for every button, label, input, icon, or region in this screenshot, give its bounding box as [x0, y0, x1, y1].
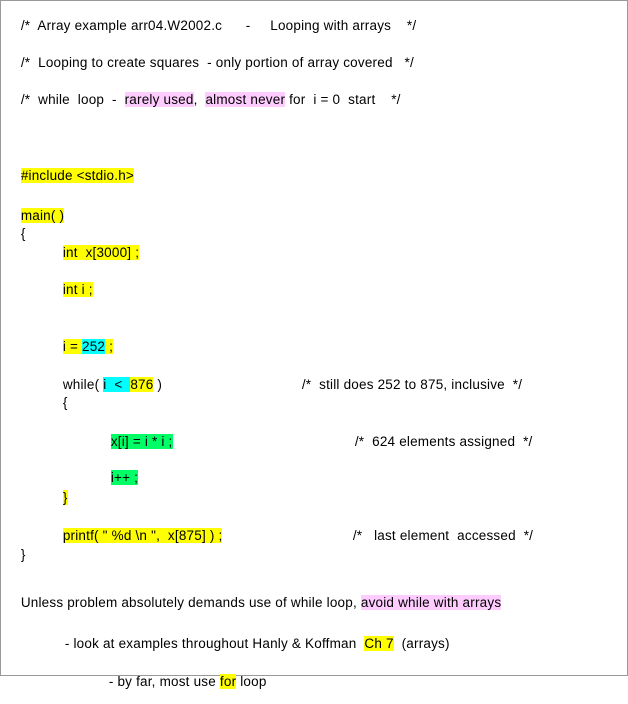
int-declaration-line [47, 267, 93, 312]
close-brace: } [20, 547, 26, 562]
assignment-value: 252 [82, 339, 106, 354]
comment-text: /* Looping to create squares - only portion of array covered */ [20, 55, 414, 70]
note-line-1 [5, 580, 501, 625]
while-condition-right: 876 [130, 377, 154, 392]
while-condition-left: i < [103, 377, 131, 392]
highlight-for: for [219, 674, 237, 689]
comment-text: /* last element accessed */ [352, 528, 534, 543]
comment-text-sep: , [193, 92, 206, 107]
note-text: - by far, most use [108, 674, 220, 689]
while-close-paren: ) [153, 377, 163, 392]
main-function-signature: main( ) [20, 208, 65, 223]
comment-text-prefix: /* while loop - [20, 92, 125, 107]
comment-text-suffix: for i = 0 start */ [285, 92, 401, 107]
highlight-avoid-while-with-arrays: avoid while with arrays [360, 595, 502, 610]
printf-line [47, 513, 222, 558]
note-text: - look at examples throughout Hanly & Koffman [64, 636, 365, 651]
assignment-suffix: ; [105, 339, 114, 354]
note-line-3 [93, 659, 267, 704]
array-declaration: int x[3000] ; [62, 245, 140, 260]
while-inline-comment [286, 362, 522, 407]
printf-comment [337, 513, 533, 558]
main-open-brace-line [5, 211, 26, 256]
comment-text: /* 624 elements assigned */ [354, 434, 533, 449]
comment-text: /* Array example arr04.W2002.c - Looping with arrays */ [20, 18, 417, 33]
increment-line [95, 455, 138, 500]
main-close-brace-line [5, 532, 26, 577]
increment-statement: i++ ; [110, 470, 139, 485]
highlight-almost-never: almost never [205, 92, 286, 107]
include-directive: #include <stdio.h> [20, 168, 134, 183]
include-directive-line [5, 153, 134, 198]
array-assignment-comment [339, 419, 532, 464]
while-open-brace-line [47, 380, 68, 425]
note-text: Unless problem absolutely demands use of while loop, [20, 595, 361, 610]
open-brace: { [20, 226, 26, 241]
comment-text: /* still does 252 to 875, inclusive */ [301, 377, 523, 392]
highlight-chapter-7: Ch 7 [364, 636, 394, 651]
assignment-prefix: i = [62, 339, 82, 354]
while-keyword: while( [62, 377, 104, 392]
note-text-suffix: (arrays) [393, 636, 450, 651]
int-declaration: int i ; [62, 282, 93, 297]
highlight-rarely-used: rarely used [124, 92, 194, 107]
note-text-suffix: loop [236, 674, 267, 689]
printf-statement: printf( " %d \n ", x[875] ) ; [62, 528, 223, 543]
array-assignment: x[i] = i * i ; [110, 434, 173, 449]
close-brace: } [62, 490, 68, 505]
header-comment-line-3 [5, 77, 401, 122]
open-brace: { [62, 395, 68, 410]
